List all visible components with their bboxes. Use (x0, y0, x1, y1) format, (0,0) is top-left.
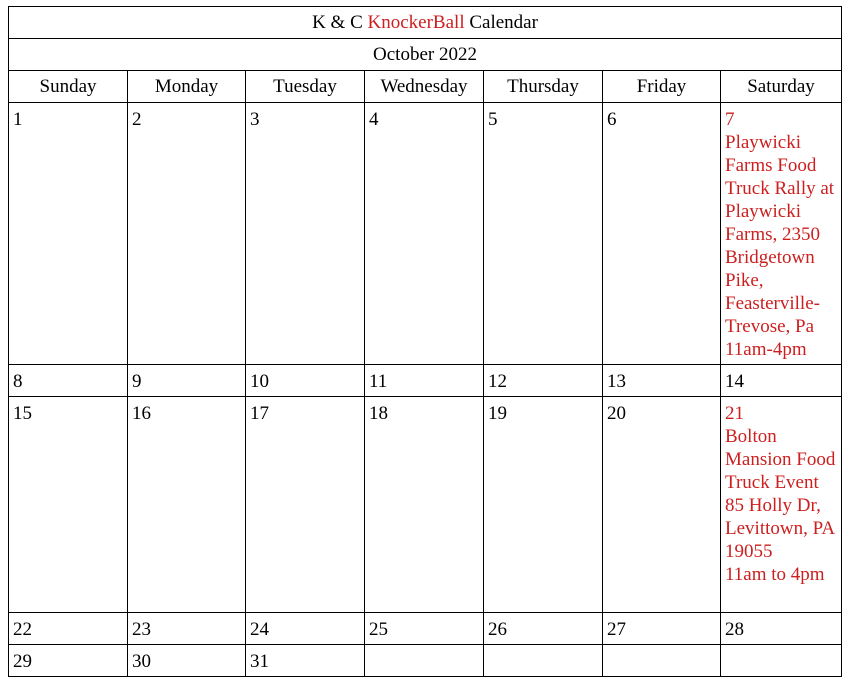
day-number: 12 (488, 371, 507, 392)
day-cell (246, 397, 365, 613)
title-brand: KnockerBall (367, 12, 465, 33)
day-cell-empty (365, 645, 484, 677)
day-cell-empty (484, 645, 603, 677)
dow-tuesday: Tuesday (246, 71, 365, 103)
month-label: October 2022 (9, 39, 842, 71)
day-number: 23 (132, 619, 151, 640)
day-number: 28 (725, 619, 744, 640)
dow-wednesday: Wednesday (365, 71, 484, 103)
day-cell (246, 103, 365, 365)
day-number: 10 (250, 371, 269, 392)
week-row (9, 613, 842, 645)
day-cell (128, 397, 246, 613)
day-cell (246, 645, 365, 677)
day-number: 6 (607, 109, 617, 130)
day-number: 1 (13, 109, 23, 130)
week-row (9, 645, 842, 677)
day-number: 14 (725, 371, 744, 392)
week-row (9, 365, 842, 397)
day-cell (9, 397, 128, 613)
day-cell (128, 103, 246, 365)
dow-saturday: Saturday (721, 71, 842, 103)
day-cell (365, 103, 484, 365)
day-number: 29 (13, 651, 32, 672)
week-row (9, 103, 842, 365)
calendar-title (9, 7, 842, 39)
dow-thursday: Thursday (484, 71, 603, 103)
day-number: 17 (250, 403, 269, 424)
day-cell (484, 365, 603, 397)
day-number: 2 (132, 109, 142, 130)
event-address: 85 Holly Dr, Levittown, PA 19055 (725, 495, 835, 562)
day-number: 15 (13, 403, 32, 424)
day-number: 8 (13, 371, 23, 392)
day-cell (603, 613, 721, 645)
day-number: 27 (607, 619, 626, 640)
day-cell (365, 397, 484, 613)
day-cell (9, 365, 128, 397)
day-cell (721, 365, 842, 397)
day-cell (9, 613, 128, 645)
dow-monday: Monday (128, 71, 246, 103)
calendar-table (8, 6, 842, 677)
title-prefix: K & C (312, 12, 368, 33)
day-cell (246, 365, 365, 397)
day-cell-event (721, 103, 842, 365)
day-cell-empty (603, 645, 721, 677)
title-suffix: Calendar (464, 12, 538, 33)
day-cell-empty (721, 645, 842, 677)
day-number: 30 (132, 651, 151, 672)
dow-friday: Friday (603, 71, 721, 103)
day-cell (9, 645, 128, 677)
event-text: Playwicki Farms Food Truck Rally at Playwicki Farms, 2350 Bridgetown Pike, Feasterville-Trevose, Pa 11am-4pm (725, 132, 835, 360)
day-cell (484, 397, 603, 613)
day-cell-event (721, 397, 842, 613)
week-row (9, 397, 842, 613)
day-cell (128, 645, 246, 677)
day-cell (365, 365, 484, 397)
dow-sunday: Sunday (9, 71, 128, 103)
day-number: 20 (607, 403, 626, 424)
day-cell (9, 103, 128, 365)
day-number: 24 (250, 619, 269, 640)
day-cell (603, 103, 721, 365)
day-number: 7 (725, 109, 735, 130)
day-number: 21 (725, 403, 744, 424)
day-number: 22 (13, 619, 32, 640)
day-number: 25 (369, 619, 388, 640)
day-cell (603, 365, 721, 397)
day-cell (246, 613, 365, 645)
day-cell (484, 103, 603, 365)
day-cell (603, 397, 721, 613)
day-cell (365, 613, 484, 645)
day-number: 3 (250, 109, 260, 130)
day-number: 18 (369, 403, 388, 424)
day-number: 26 (488, 619, 507, 640)
day-number: 5 (488, 109, 498, 130)
day-cell (128, 613, 246, 645)
day-number: 16 (132, 403, 151, 424)
day-number: 31 (250, 651, 269, 672)
day-number: 4 (369, 109, 379, 130)
day-number: 9 (132, 371, 142, 392)
day-number: 11 (369, 371, 388, 392)
event-title: Bolton Mansion Food Truck Event (725, 426, 836, 493)
day-number: 13 (607, 371, 626, 392)
day-cell (721, 613, 842, 645)
event-time: 11am to 4pm (725, 564, 825, 585)
day-cell (484, 613, 603, 645)
day-cell (128, 365, 246, 397)
day-number: 19 (488, 403, 507, 424)
